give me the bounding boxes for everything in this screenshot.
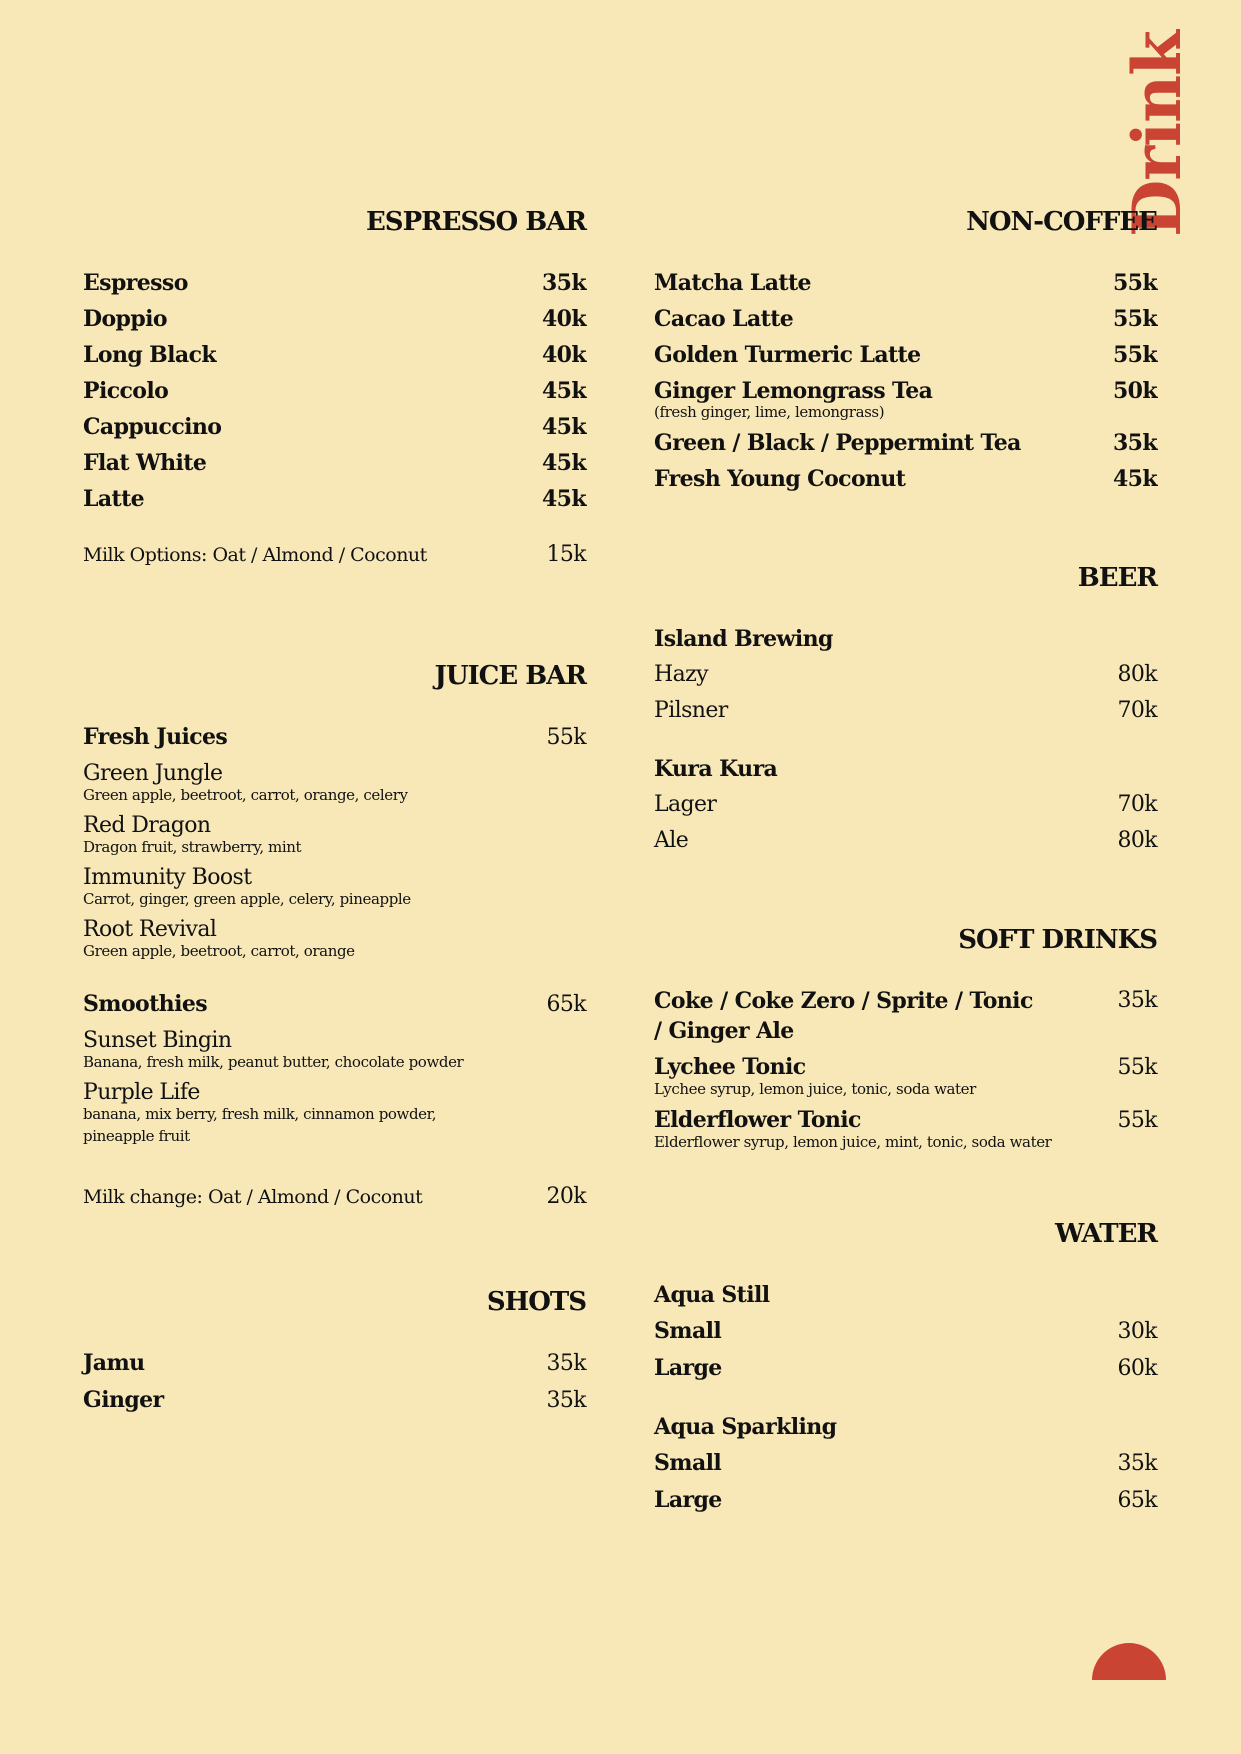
beer-section — [654, 561, 1157, 859]
beer-brand: Kura Kura — [654, 756, 778, 782]
item-name: Lychee Tonic — [654, 1054, 806, 1080]
right-column — [654, 205, 1157, 1519]
menu-item — [83, 301, 586, 337]
item-price: 30k — [1117, 1319, 1157, 1344]
smoothie-item — [83, 1075, 586, 1147]
item-price: 55k — [1112, 306, 1157, 332]
item-price: 45k — [541, 486, 586, 512]
item-name: Large — [654, 1355, 722, 1381]
item-price: 65k — [1117, 1488, 1157, 1513]
menu-item — [654, 461, 1157, 497]
smoothie-item — [83, 1023, 586, 1073]
item-price: 70k — [1117, 698, 1157, 723]
item-price: 45k — [1112, 466, 1157, 492]
item-name: Coke / Coke Zero / Sprite / Tonic / Ginger Ale — [654, 988, 1033, 1044]
fresh-juices-price: 55k — [546, 725, 586, 750]
juice-name: Immunity Boost — [83, 865, 252, 890]
milk-change-label: Milk change: Oat / Almond / Coconut — [83, 1186, 423, 1208]
item-name: Long Black — [83, 342, 217, 368]
item-price: 60k — [1117, 1356, 1157, 1381]
item-desc: (fresh ginger, lime, lemongrass) — [654, 403, 885, 421]
item-name: Doppio — [83, 306, 167, 332]
item-name: Espresso — [83, 270, 188, 296]
noncoffee-section — [654, 205, 1157, 497]
menu-item — [654, 1313, 1157, 1350]
menu-item — [654, 787, 1157, 823]
menu-item — [83, 1382, 586, 1419]
menu-item — [654, 1482, 1157, 1519]
noncoffee-title: NON-COFFEE — [966, 207, 1157, 237]
fresh-juices-header — [83, 719, 586, 756]
juice-item — [83, 808, 586, 858]
item-name: Matcha Latte — [654, 270, 811, 296]
item-price: 50k — [1112, 378, 1157, 404]
menu-item — [83, 337, 586, 373]
smoothie-name: Purple Life — [83, 1080, 200, 1105]
menu-item — [83, 409, 586, 445]
item-name: Fresh Young Coconut — [654, 466, 906, 492]
item-name: Cappuccino — [83, 414, 222, 440]
smoothies-price: 65k — [546, 992, 586, 1017]
juice-item — [83, 860, 586, 910]
beer-title: BEER — [1077, 563, 1157, 593]
juice-desc: Dragon fruit, strawberry, mint — [83, 838, 302, 856]
fresh-juices-label: Fresh Juices — [83, 724, 228, 750]
menu-item — [654, 301, 1157, 337]
item-price: 45k — [541, 414, 586, 440]
milk-options-label: Milk Options: Oat / Almond / Coconut — [83, 544, 427, 566]
item-name: Ginger Lemongrass Tea — [654, 378, 933, 404]
beer-brand: Island Brewing — [654, 626, 833, 652]
menu-item — [654, 337, 1157, 373]
item-price: 40k — [541, 306, 586, 332]
item-name: Flat White — [83, 450, 207, 476]
item-price: 55k — [1112, 270, 1157, 296]
item-desc: Lychee syrup, lemon juice, tonic, soda water — [654, 1080, 976, 1098]
shots-section — [83, 1285, 586, 1419]
item-name: Ginger — [83, 1387, 164, 1413]
menu-item — [83, 1345, 586, 1382]
menu-item — [654, 1350, 1157, 1387]
item-name: Green / Black / Peppermint Tea — [654, 430, 1021, 456]
water-brand: Aqua Sparkling — [654, 1414, 837, 1440]
juice-desc: Carrot, ginger, green apple, celery, pineapple — [83, 890, 411, 908]
menu-item — [83, 373, 586, 409]
item-name: Cacao Latte — [654, 306, 794, 332]
smoothie-desc: Banana, fresh milk, peanut butter, chocolate powder — [83, 1053, 464, 1071]
item-desc: Elderflower syrup, lemon juice, mint, tonic, soda water — [654, 1133, 1052, 1151]
menu-item — [654, 657, 1157, 693]
item-price: 35k — [541, 270, 586, 296]
juice-section — [83, 659, 586, 1215]
item-name: Small — [654, 1318, 722, 1344]
decorative-half-circle — [1092, 1643, 1166, 1680]
espresso-section — [83, 205, 586, 573]
milk-options — [83, 537, 586, 573]
item-price: 55k — [1117, 1055, 1157, 1080]
item-name: Large — [654, 1487, 722, 1513]
shots-title: SHOTS — [486, 1287, 586, 1317]
smoothies-header — [83, 986, 586, 1023]
item-name: Golden Turmeric Latte — [654, 342, 921, 368]
juice-desc: Green apple, beetroot, carrot, orange, celery — [83, 786, 408, 804]
item-price: 35k — [546, 1351, 586, 1376]
espresso-title: ESPRESSO BAR — [365, 207, 586, 237]
item-price: 45k — [541, 378, 586, 404]
smoothie-name: Sunset Bingin — [83, 1028, 232, 1053]
item-price: 80k — [1117, 828, 1157, 853]
menu-item — [654, 693, 1157, 729]
item-price: 35k — [1112, 430, 1157, 456]
menu-item — [654, 265, 1157, 301]
item-name: Piccolo — [83, 378, 169, 404]
item-name: Latte — [83, 486, 145, 512]
item-price: 55k — [1112, 342, 1157, 368]
menu-item — [654, 1445, 1157, 1482]
juice-title: JUICE BAR — [434, 661, 586, 691]
menu-item — [654, 425, 1157, 461]
juice-desc: Green apple, beetroot, carrot, orange — [83, 942, 355, 960]
menu-item — [654, 823, 1157, 859]
item-price: 35k — [1117, 988, 1157, 1013]
item-name: Ale — [654, 828, 689, 853]
item-price: 40k — [541, 342, 586, 368]
item-price: 80k — [1117, 662, 1157, 687]
left-column — [83, 205, 586, 1419]
item-name: Lager — [654, 792, 717, 817]
item-price: 70k — [1117, 792, 1157, 817]
item-price: 55k — [1117, 1108, 1157, 1133]
water-title: WATER — [1054, 1219, 1157, 1249]
menu-item — [654, 983, 1157, 1049]
item-price: 35k — [546, 1388, 586, 1413]
soft-drinks-section — [654, 923, 1157, 1153]
page-title: Drink — [1118, 31, 1196, 237]
smoothies-label: Smoothies — [83, 991, 208, 1017]
item-name: Elderflower Tonic — [654, 1107, 861, 1133]
juice-item — [83, 912, 586, 962]
item-name: Jamu — [83, 1350, 145, 1376]
item-name: Hazy — [654, 662, 708, 687]
menu-item — [83, 445, 586, 481]
item-name: Pilsner — [654, 698, 728, 723]
juice-item — [83, 756, 586, 806]
smoothie-desc: banana, mix berry, fresh milk, cinnamon powder, pineapple fruit — [83, 1105, 437, 1145]
water-section — [654, 1217, 1157, 1519]
soft-drinks-title: SOFT DRINKS — [958, 925, 1157, 955]
item-price: 45k — [541, 450, 586, 476]
water-brand: Aqua Still — [654, 1282, 770, 1308]
menu-item — [83, 481, 586, 517]
milk-change — [83, 1179, 586, 1215]
juice-name: Root Revival — [83, 917, 217, 942]
milk-change-price: 20k — [546, 1184, 586, 1209]
milk-options-price: 15k — [546, 542, 586, 567]
menu-item — [83, 265, 586, 301]
item-price: 35k — [1117, 1451, 1157, 1476]
juice-name: Red Dragon — [83, 813, 211, 838]
juice-name: Green Jungle — [83, 761, 223, 786]
item-name: Small — [654, 1450, 722, 1476]
